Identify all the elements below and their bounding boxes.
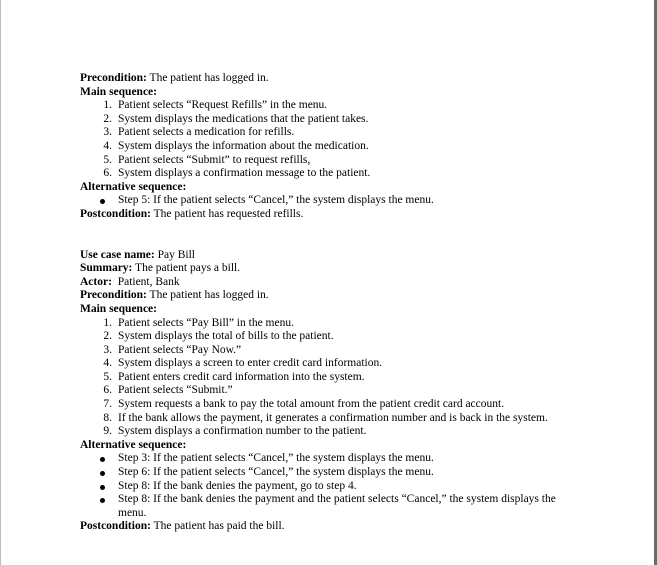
bullet-icon (100, 457, 105, 462)
list-item-text: Patient selects “Pay Bill” in the menu. (118, 316, 294, 329)
list-item (80, 140, 580, 154)
list-number: 5. (103, 153, 112, 166)
uc2-postcondition (80, 520, 580, 534)
list-number: 1. (103, 99, 112, 112)
list-item (80, 480, 580, 494)
list-item-text: System displays a screen to enter credit card information. (118, 357, 383, 370)
list-item-text: Patient selects “Submit.” (118, 384, 233, 397)
list-item (80, 330, 580, 344)
summary-label: Summary: (80, 262, 133, 275)
uc2-actor (80, 276, 580, 290)
list-number: 2. (103, 112, 112, 125)
uc1-precondition (80, 72, 580, 86)
list-item-text: Step 3: If the patient selects “Cancel,” the system displays the menu. (118, 452, 434, 465)
uc1-main-sequence-heading: Main sequence: (80, 85, 157, 98)
list-number: 4. (103, 357, 112, 370)
list-item-text: System displays a confirmation message to the patient. (118, 167, 371, 180)
list-number: 1. (103, 316, 112, 329)
page-left-edge (0, 0, 1, 565)
uc2-use-case-name (80, 249, 580, 263)
list-item (80, 398, 580, 412)
uc2-summary (80, 262, 580, 276)
list-item (80, 167, 580, 181)
list-item-text: Patient selects “Request Refills” in the menu. (118, 99, 328, 112)
list-item (80, 371, 580, 385)
list-item-text: If the bank allows the payment, it generates a confirmation number and is back in the system. (118, 411, 548, 424)
list-item-text: Step 8: If the bank denies the payment and the patient selects “Cancel,” the system displays the menu. (118, 493, 556, 519)
list-item-text: System displays the information about the medication. (118, 139, 369, 152)
bullet-icon (100, 471, 105, 476)
precondition-text: The patient has logged in. (146, 289, 269, 302)
list-item-text: Step 5: If the patient selects “Cancel,” the system displays the menu. (118, 194, 434, 207)
postcondition-text: The patient has paid the bill. (150, 520, 285, 533)
list-number: 3. (103, 126, 112, 139)
section-gap (80, 222, 580, 249)
uc1-alternative-sequence-heading: Alternative sequence: (80, 180, 187, 193)
use-case-name-text: Pay Bill (154, 248, 195, 261)
actor-label: Actor: (80, 275, 112, 288)
list-item (80, 425, 580, 439)
postcondition-text: The patient has requested refills. (150, 207, 304, 220)
precondition-text: The patient has logged in. (146, 72, 269, 84)
list-item-text: Step 6: If the patient selects “Cancel,” the system displays the menu. (118, 466, 434, 479)
list-item-text: System displays the medications that the patient takes. (118, 112, 369, 125)
list-item (80, 317, 580, 331)
list-item (80, 466, 580, 480)
list-item (80, 344, 580, 358)
list-number: 3. (103, 343, 112, 356)
list-number: 9. (103, 425, 112, 438)
list-item-text: Patient selects “Pay Now.” (118, 343, 242, 356)
uc2-precondition (80, 289, 580, 303)
list-item (80, 384, 580, 398)
list-item-text: Patient selects a medication for refills. (118, 126, 295, 139)
postcondition-label: Postcondition: (80, 207, 151, 220)
uc2-alternative-sequence-list (80, 452, 580, 520)
list-item (80, 493, 580, 520)
list-number: 8. (103, 411, 112, 424)
list-item (80, 154, 580, 168)
uc1-main-sequence-list (80, 99, 580, 181)
list-item (80, 113, 580, 127)
list-item-text: Patient selects “Submit” to request refills, (118, 153, 311, 166)
list-item (80, 357, 580, 371)
precondition-label: Precondition: (80, 72, 147, 84)
uc2-main-sequence-heading: Main sequence: (80, 302, 157, 315)
postcondition-label: Postcondition: (80, 520, 151, 533)
bullet-icon (100, 199, 105, 204)
uc2-alternative-sequence-heading: Alternative sequence: (80, 438, 187, 451)
list-item (80, 99, 580, 113)
document-page (80, 72, 580, 534)
summary-text: The patient pays a bill. (132, 262, 241, 275)
list-item-text: Patient enters credit card information into the system. (118, 370, 365, 383)
list-item (80, 194, 580, 208)
bullet-icon (100, 498, 105, 503)
uc1-postcondition (80, 208, 580, 222)
list-item (80, 412, 580, 426)
list-number: 6. (103, 384, 112, 397)
bullet-icon (100, 485, 105, 490)
list-number: 4. (103, 139, 112, 152)
list-item-text: System displays the total of bills to the patient. (118, 330, 334, 343)
precondition-label: Precondition: (80, 289, 147, 302)
uc1-alternative-sequence-list (80, 194, 580, 208)
list-item-text: System displays a confirmation number to the patient. (118, 425, 367, 438)
list-item (80, 126, 580, 140)
list-item-text: System requests a bank to pay the total amount from the patient credit card account. (118, 398, 505, 411)
use-case-name-label: Use case name: (80, 248, 155, 261)
list-number: 5. (103, 370, 112, 383)
actor-text: Patient, Bank (111, 275, 180, 288)
list-number: 7. (103, 398, 112, 411)
list-item (80, 452, 580, 466)
list-number: 6. (103, 167, 112, 180)
list-number: 2. (103, 330, 112, 343)
uc2-main-sequence-list (80, 317, 580, 439)
list-item-text: Step 8: If the bank denies the payment, go to step 4. (118, 479, 357, 492)
